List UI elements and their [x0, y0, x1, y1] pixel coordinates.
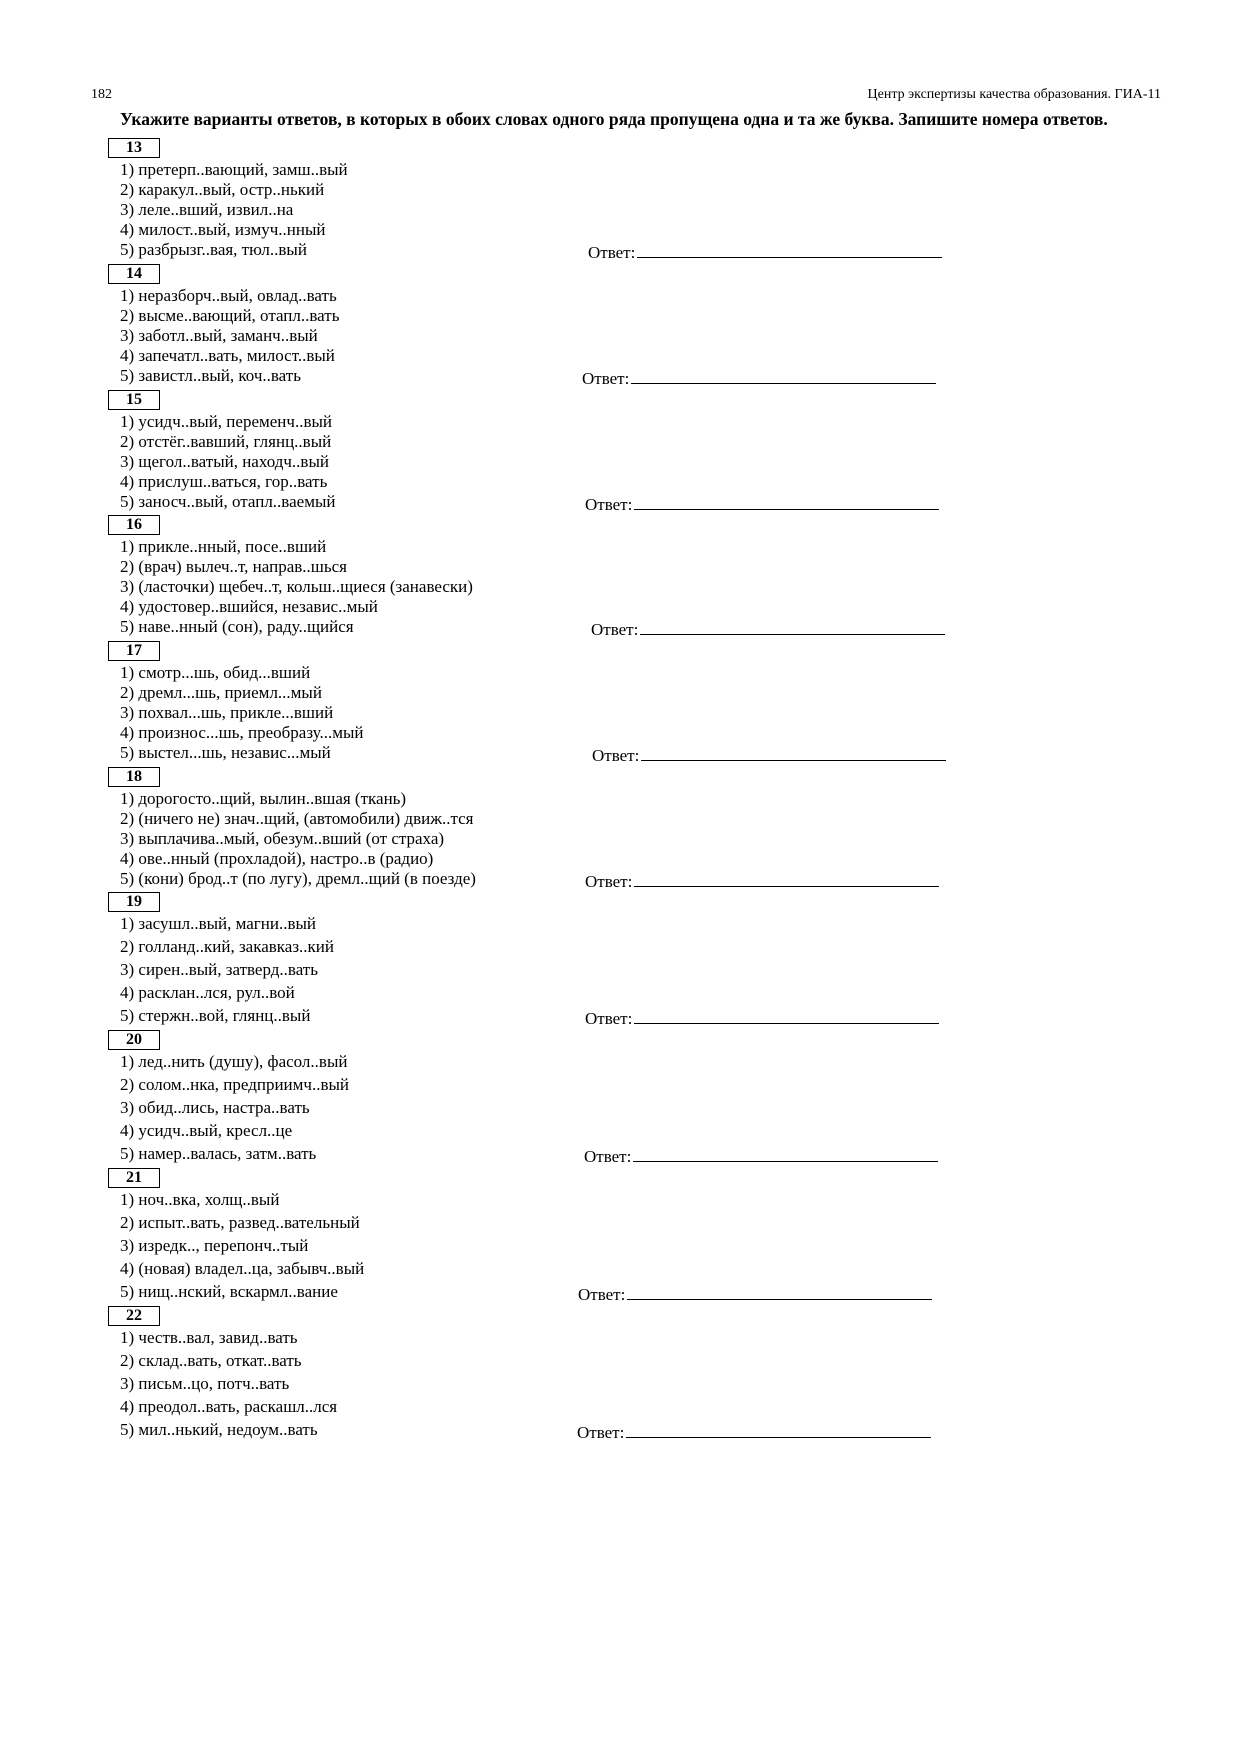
- task-number: 17: [108, 641, 160, 661]
- answer-option: 5) завистл..вый, коч..вать: [120, 366, 301, 385]
- task-number: 15: [108, 390, 160, 410]
- answer-option: 3) письм..цо, потч..вать: [120, 1374, 290, 1393]
- task-number: 22: [108, 1306, 160, 1326]
- answer-blank-line[interactable]: [634, 869, 939, 887]
- answer-field: [578, 1282, 932, 1305]
- answer-field: [585, 1006, 939, 1029]
- answer-option: 3) обид..лись, настра..вать: [120, 1098, 310, 1117]
- answer-option: 5) выстел...шь, независ...мый: [120, 743, 331, 762]
- answer-label: Ответ:: [577, 1423, 625, 1442]
- instruction-text: Укажите варианты ответов, в которых в обоих словах одного ряда пропущена одна и та же буква. Запишите номера ответов.: [120, 109, 1108, 129]
- answer-option: 1) смотр...шь, обид...вший: [120, 663, 311, 682]
- answer-option: 5) наве..нный (сон), раду..щийся: [120, 617, 354, 636]
- answer-option: 3) леле..вший, извил..на: [120, 200, 294, 219]
- answer-option: 4) усидч..вый, кресл..це: [120, 1121, 293, 1140]
- answer-option: 1) прикле..нный, посе..вший: [120, 537, 327, 556]
- answer-blank-line[interactable]: [637, 240, 942, 258]
- answer-option: 1) претерп..вающий, замш..вый: [120, 160, 348, 179]
- answer-field: [584, 1144, 938, 1167]
- answer-option: 1) ноч..вка, холщ..вый: [120, 1190, 280, 1209]
- answer-option: 3) изредк.., перепонч..тый: [120, 1236, 309, 1255]
- answer-field: [588, 240, 942, 263]
- answer-option: 3) заботл..вый, заманч..вый: [120, 326, 318, 345]
- task-number: 14: [108, 264, 160, 284]
- task-number: 19: [108, 892, 160, 912]
- answer-option: 2) дремл...шь, приемл...мый: [120, 683, 322, 702]
- answer-label: Ответ:: [585, 495, 633, 514]
- answer-option: 4) удостовер..вшийся, независ..мый: [120, 597, 378, 616]
- answer-option: 5) стержн..вой, глянц..вый: [120, 1006, 311, 1025]
- answer-label: Ответ:: [584, 1147, 632, 1166]
- answer-option: 4) преодол..вать, раскашл..лся: [120, 1397, 338, 1416]
- answer-option: 2) (ничего не) знач..щий, (автомобили) движ..тся: [120, 809, 474, 828]
- answer-option: 1) дорогосто..щий, вылин..вшая (ткань): [120, 789, 407, 808]
- answer-option: 4) (новая) владел..ца, забывч..вый: [120, 1259, 365, 1278]
- answer-option: 2) отстёг..вавший, глянц..вый: [120, 432, 332, 451]
- answer-option: 4) прислуш..ваться, гор..вать: [120, 472, 328, 491]
- answer-field: [585, 869, 939, 892]
- answer-option: 2) высме..вающий, отапл..вать: [120, 306, 340, 325]
- answer-option: 4) ове..нный (прохладой), настро..в (радио): [120, 849, 434, 868]
- answer-option: 3) похвал...шь, прикле...вший: [120, 703, 334, 722]
- answer-option: 1) усидч..вый, переменч..вый: [120, 412, 332, 431]
- answer-label: Ответ:: [585, 872, 633, 891]
- answer-option: 1) честв..вал, завид..вать: [120, 1328, 298, 1347]
- answer-option: 2) каракул..вый, остр..нький: [120, 180, 325, 199]
- answer-field: [592, 743, 946, 766]
- task-number: 13: [108, 138, 160, 158]
- answer-option: 5) заносч..вый, отапл..ваемый: [120, 492, 336, 511]
- task-number: 20: [108, 1030, 160, 1050]
- answer-option: 4) произнос...шь, преобразу...мый: [120, 723, 364, 742]
- answer-field: [585, 492, 939, 515]
- answer-option: 5) мил..нький, недоум..вать: [120, 1420, 318, 1439]
- answer-field: [577, 1420, 931, 1443]
- answer-blank-line[interactable]: [633, 1144, 938, 1162]
- answer-option: 2) солом..нка, предприимч..вый: [120, 1075, 350, 1094]
- page-number: 182: [91, 87, 112, 102]
- answer-label: Ответ:: [592, 746, 640, 765]
- answer-field: [591, 617, 945, 640]
- answer-option: 4) запечатл..вать, милост..вый: [120, 346, 335, 365]
- answer-label: Ответ:: [591, 620, 639, 639]
- answer-blank-line[interactable]: [634, 1006, 939, 1024]
- answer-option: 2) испыт..вать, развед..вательный: [120, 1213, 360, 1232]
- answer-option: 4) расклан..лся, рул..вой: [120, 983, 295, 1002]
- answer-blank-line[interactable]: [627, 1282, 932, 1300]
- answer-option: 5) разбрызг..вая, тюл..вый: [120, 240, 307, 259]
- task-number: 18: [108, 767, 160, 787]
- answer-option: 4) милост..вый, измуч..нный: [120, 220, 326, 239]
- answer-label: Ответ:: [585, 1009, 633, 1028]
- answer-blank-line[interactable]: [626, 1420, 931, 1438]
- answer-option: 2) (врач) вылеч..т, направ..шься: [120, 557, 347, 576]
- answer-option: 3) щегол..ватый, находч..вый: [120, 452, 329, 471]
- answer-field: [582, 366, 936, 389]
- answer-option: 1) лед..нить (душу), фасол..вый: [120, 1052, 348, 1071]
- answer-blank-line[interactable]: [634, 492, 939, 510]
- header-org: Центр экспертизы качества образования. ГИА-11: [867, 87, 1161, 102]
- answer-blank-line[interactable]: [640, 617, 945, 635]
- answer-option: 1) неразборч..вый, овлад..вать: [120, 286, 337, 305]
- answer-option: 5) нищ..нский, вскармл..вание: [120, 1282, 338, 1301]
- answer-label: Ответ:: [588, 243, 636, 262]
- task-number: 16: [108, 515, 160, 535]
- answer-option: 5) намер..валась, затм..вать: [120, 1144, 317, 1163]
- answer-blank-line[interactable]: [641, 743, 946, 761]
- answer-label: Ответ:: [578, 1285, 626, 1304]
- task-number: 21: [108, 1168, 160, 1188]
- answer-label: Ответ:: [582, 369, 630, 388]
- answer-option: 1) засушл..вый, магни..вый: [120, 914, 317, 933]
- answer-option: 3) (ласточки) щебеч..т, кольш..щиеся (занавески): [120, 577, 473, 596]
- answer-blank-line[interactable]: [631, 366, 936, 384]
- answer-option: 3) выплачива..мый, обезум..вший (от страха): [120, 829, 445, 848]
- answer-option: 2) склад..вать, откат..вать: [120, 1351, 302, 1370]
- answer-option: 5) (кони) брод..т (по лугу), дремл..щий (в поезде): [120, 869, 476, 888]
- answer-option: 3) сирен..вый, затверд..вать: [120, 960, 318, 979]
- answer-option: 2) голланд..кий, закавказ..кий: [120, 937, 335, 956]
